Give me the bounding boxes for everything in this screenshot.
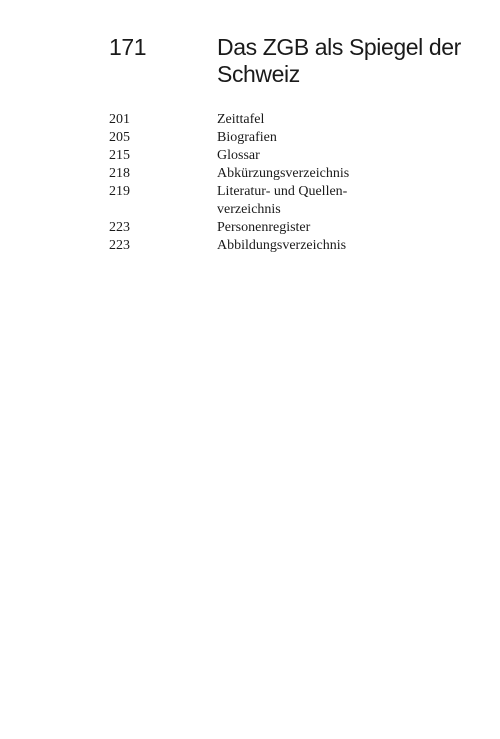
toc-page-number: 205 <box>109 130 130 145</box>
toc-entry-abbildungsverzeichnis[interactable] <box>109 237 409 255</box>
toc-entry-glossar[interactable] <box>109 147 409 165</box>
toc-page-number: 218 <box>109 166 130 181</box>
chapter-title: Das ZGB als Spiegel der Schweiz <box>217 34 461 87</box>
toc-entry-title: Literatur- und Quellen-verzeichnis <box>217 184 348 217</box>
toc-entry-title: Zeittafel <box>217 112 265 127</box>
table-of-contents <box>109 111 409 255</box>
chapter-page-number: 171 <box>109 34 147 60</box>
toc-page-number: 219 <box>109 184 130 199</box>
toc-entry-literatur-und-quellenverzeichnis[interactable] <box>109 183 409 219</box>
toc-page-number: 215 <box>109 148 130 163</box>
toc-entry-title: Abkürzungsverzeichnis <box>217 166 350 181</box>
toc-entry-zeittafel[interactable] <box>109 111 409 129</box>
toc-entry-title: Abbildungsverzeichnis <box>217 238 347 253</box>
toc-entry-biografien[interactable] <box>109 129 409 147</box>
toc-page-number: 223 <box>109 220 130 235</box>
toc-entry-title: Glossar <box>217 148 260 163</box>
toc-entry-title: Personenregister <box>217 220 311 235</box>
toc-entry-abkuerzungsverzeichnis[interactable] <box>109 165 409 183</box>
toc-entry-personenregister[interactable] <box>109 219 409 237</box>
toc-page-number: 201 <box>109 112 130 127</box>
toc-entry-title: Biografien <box>217 130 277 145</box>
toc-page-number: 223 <box>109 238 130 253</box>
